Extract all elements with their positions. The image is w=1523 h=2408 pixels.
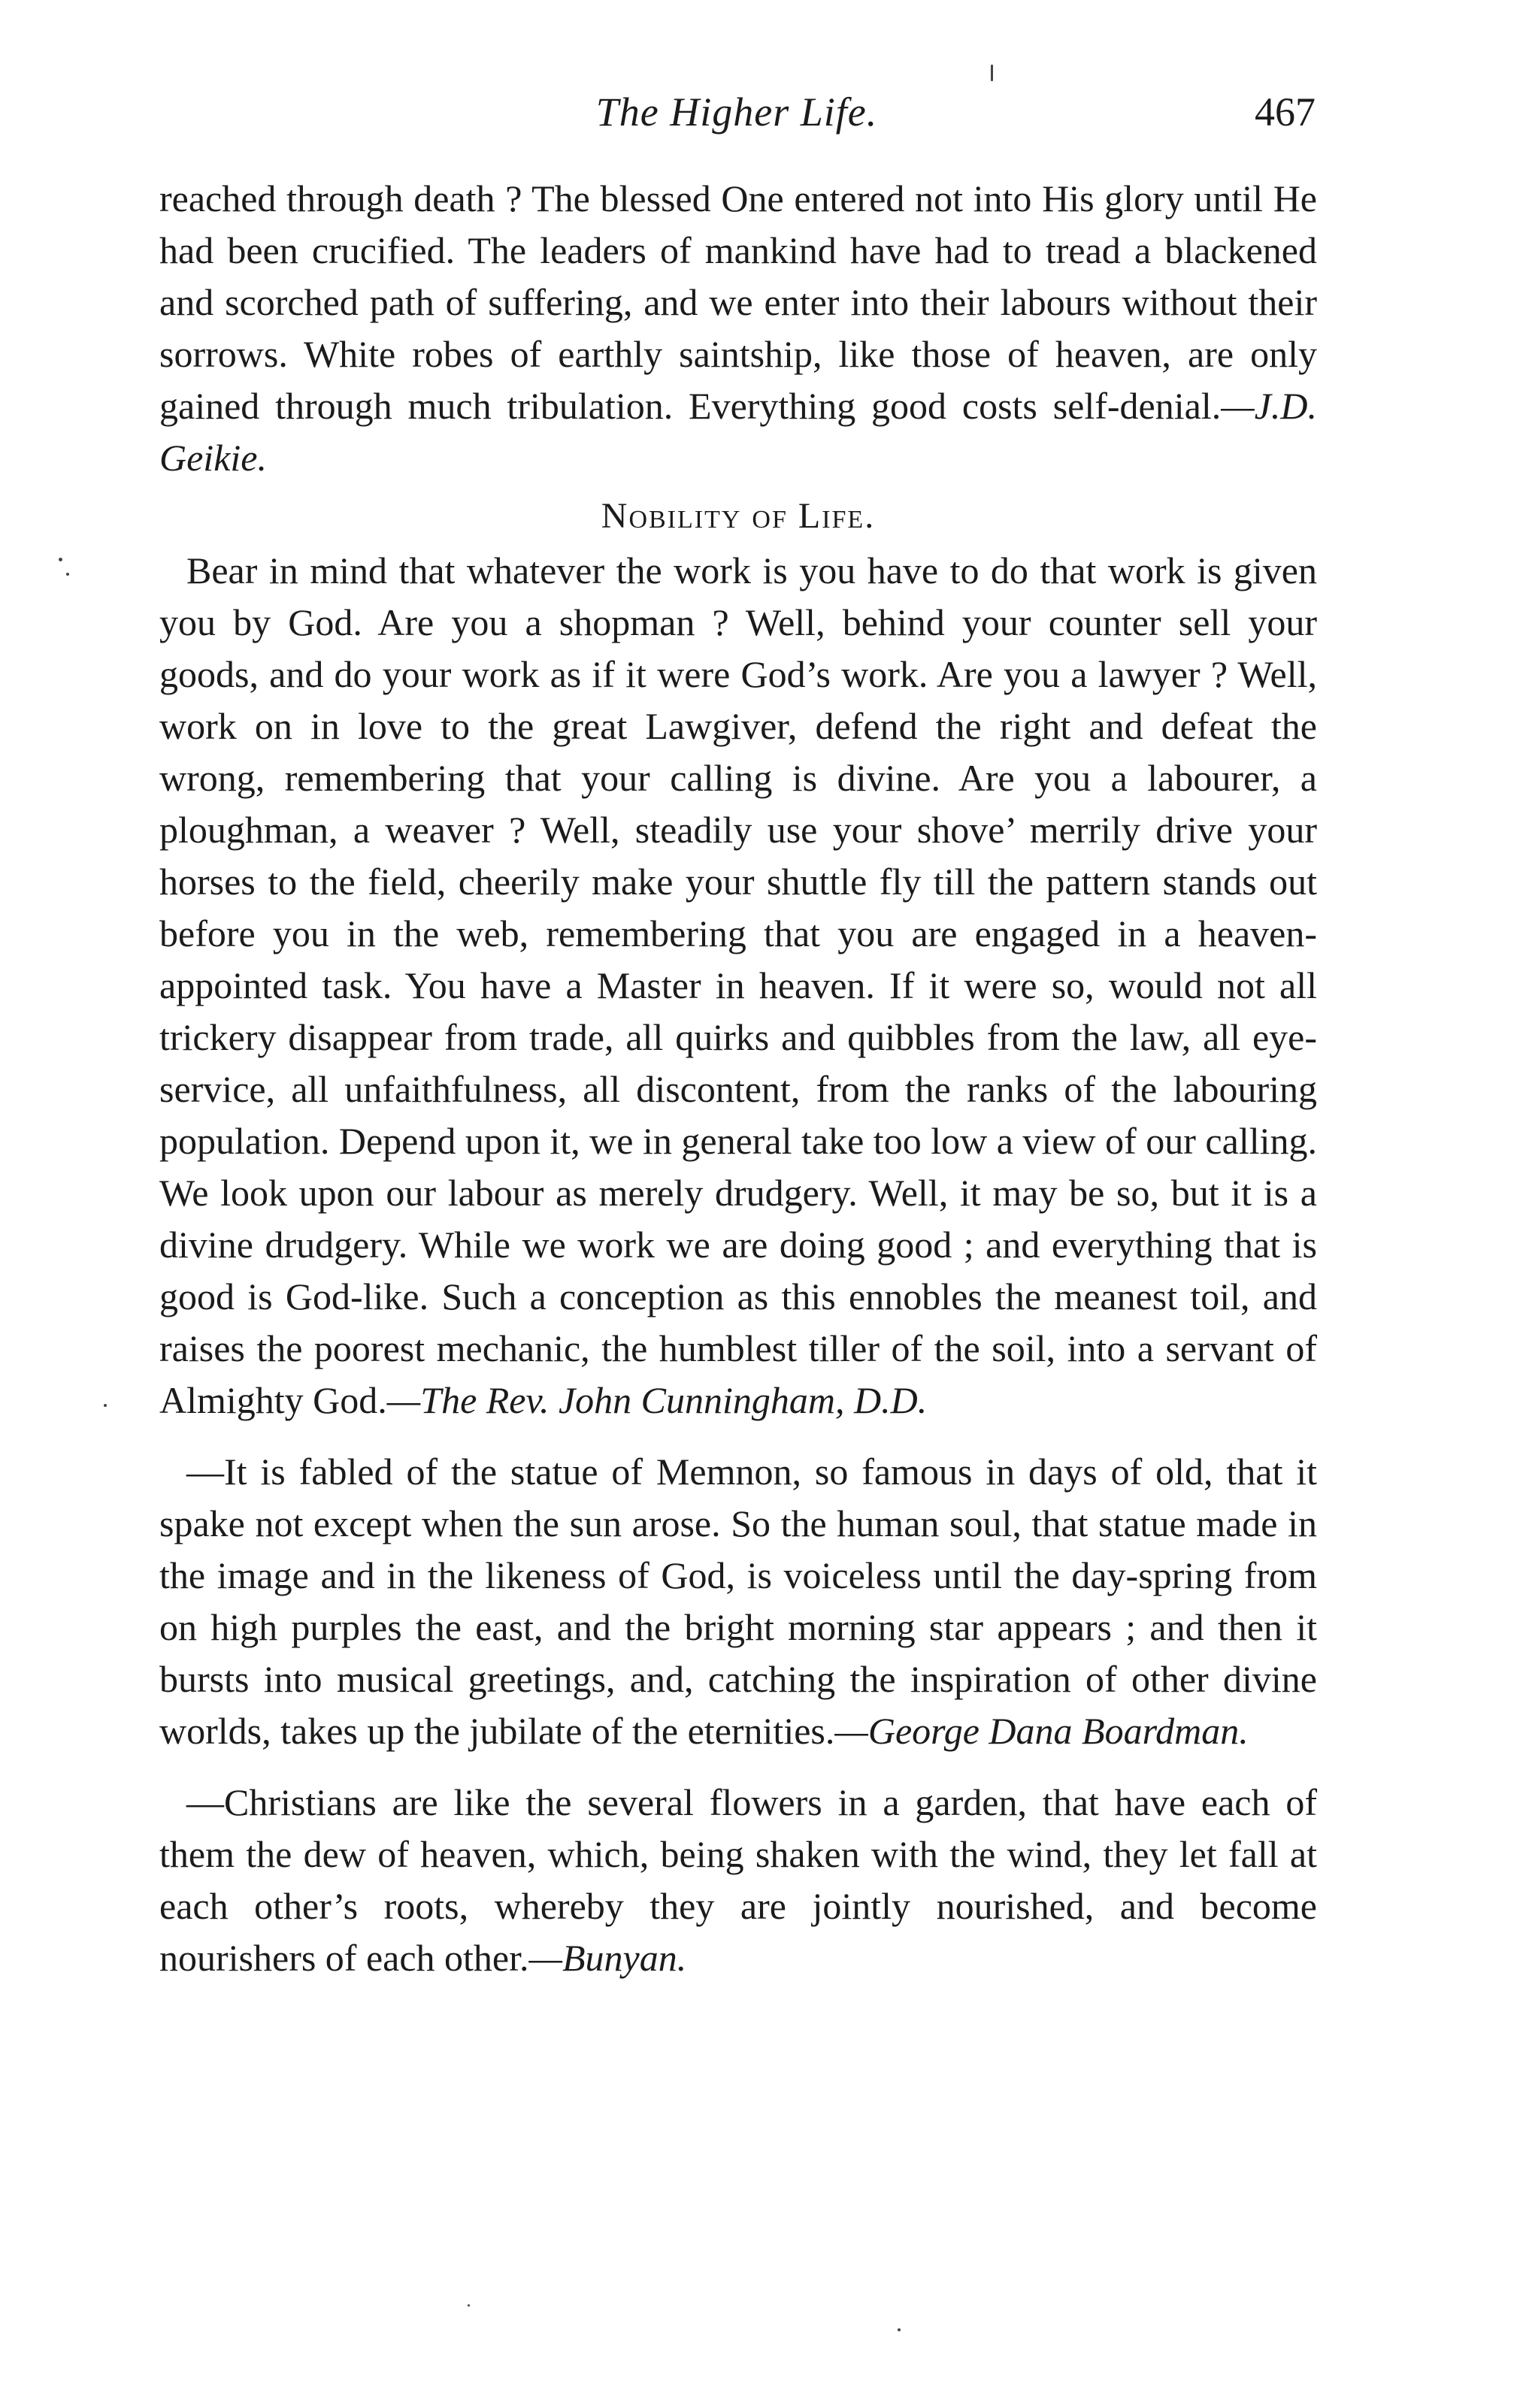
passage-4-text: —Christians are like the several flowers in a garden, that have each of them the dew of heaven, which, being shaken with the wind, they let fall at each other’s roots, whereby they are jointly nourished, and become nourishers of each other. bbox=[159, 1781, 1317, 1979]
passage-2 bbox=[159, 545, 1317, 1426]
passage-4-attribution: —Bunyan. bbox=[528, 1937, 687, 1979]
passage-1-attribution: —J.D. Geikie. bbox=[159, 385, 1317, 479]
passage-1 bbox=[159, 173, 1317, 484]
page-number: 467 bbox=[1255, 89, 1316, 135]
passage-3-text: —It is fabled of the statue of Memnon, so famous in days of old, that it spake not except when the sun arose. So the human soul, that statue made in the image and in the likeness of God, is voiceless until the day-spring from on high purples the east, and the bright morning star appears ; and then it bursts into musical greetings, and, catching the inspiration of other divine worlds, takes up the jubilate of the eternities. bbox=[159, 1451, 1317, 1752]
scan-speck bbox=[104, 1404, 107, 1407]
passage-1-text: reached through death ? The blessed One entered not into His glory until He had been crucified. The leaders of mankind have had to tread a blackened and scorched path of suffering, and we enter into their labours without their sorrows. White robes of earthly saintship, like those of heaven, are only gained through much tribulation. Everything good costs self-denial. bbox=[159, 177, 1317, 427]
passage-3-attribution: —George Dana Boardman. bbox=[834, 1710, 1249, 1752]
scan-speck bbox=[991, 65, 993, 81]
body-text bbox=[159, 173, 1317, 1984]
passage-2-attribution: —The Rev. John Cunningham, D.D. bbox=[386, 1379, 928, 1421]
running-title: The Higher Life. bbox=[595, 89, 878, 135]
passage-4 bbox=[159, 1777, 1317, 1984]
scan-speck bbox=[59, 558, 62, 561]
scan-speck bbox=[898, 2328, 901, 2331]
passage-2-text: Bear in mind that whatever the work is you have to do that work is given you by God. Are you a shopman ? Well, behind your counter sell your goods, and do your work as if it were God’s work. Are you a lawyer ? Well, work on in love to the great Lawgiver, defend the right and defeat the wrong, remembering that your calling is divine. Are you a labourer, a ploughman, a weaver ? Well, steadily use your shove’ merrily drive your horses to the field, cheerily make your shuttle fly till the pattern stands out before you in the web, remembering that you are engaged in a heaven-appointed task. You have a Master in heaven. If it were so, would not all trickery disappear from trade, all quirks and quibbles from the law, all eye-service, all unfaithfulness, all discontent, from the ranks of the labouring population. Depend upon it, we in general take too low a view of our calling. We look upon our labour as merely drudgery. Well, it may be so, but it is a divine drudgery. While we work we are doing good ; and everything that is good is God-like. Such a conception as this ennobles the meanest toil, and raises the poorest mechanic, the humblest tiller of the soil, into a servant of Almighty God. bbox=[159, 549, 1317, 1421]
scan-speck bbox=[66, 573, 69, 576]
section-heading: Nobility of Life. bbox=[601, 496, 876, 536]
scan-speck bbox=[468, 2304, 470, 2307]
passage-3 bbox=[159, 1446, 1317, 1757]
page-header bbox=[158, 89, 1316, 149]
